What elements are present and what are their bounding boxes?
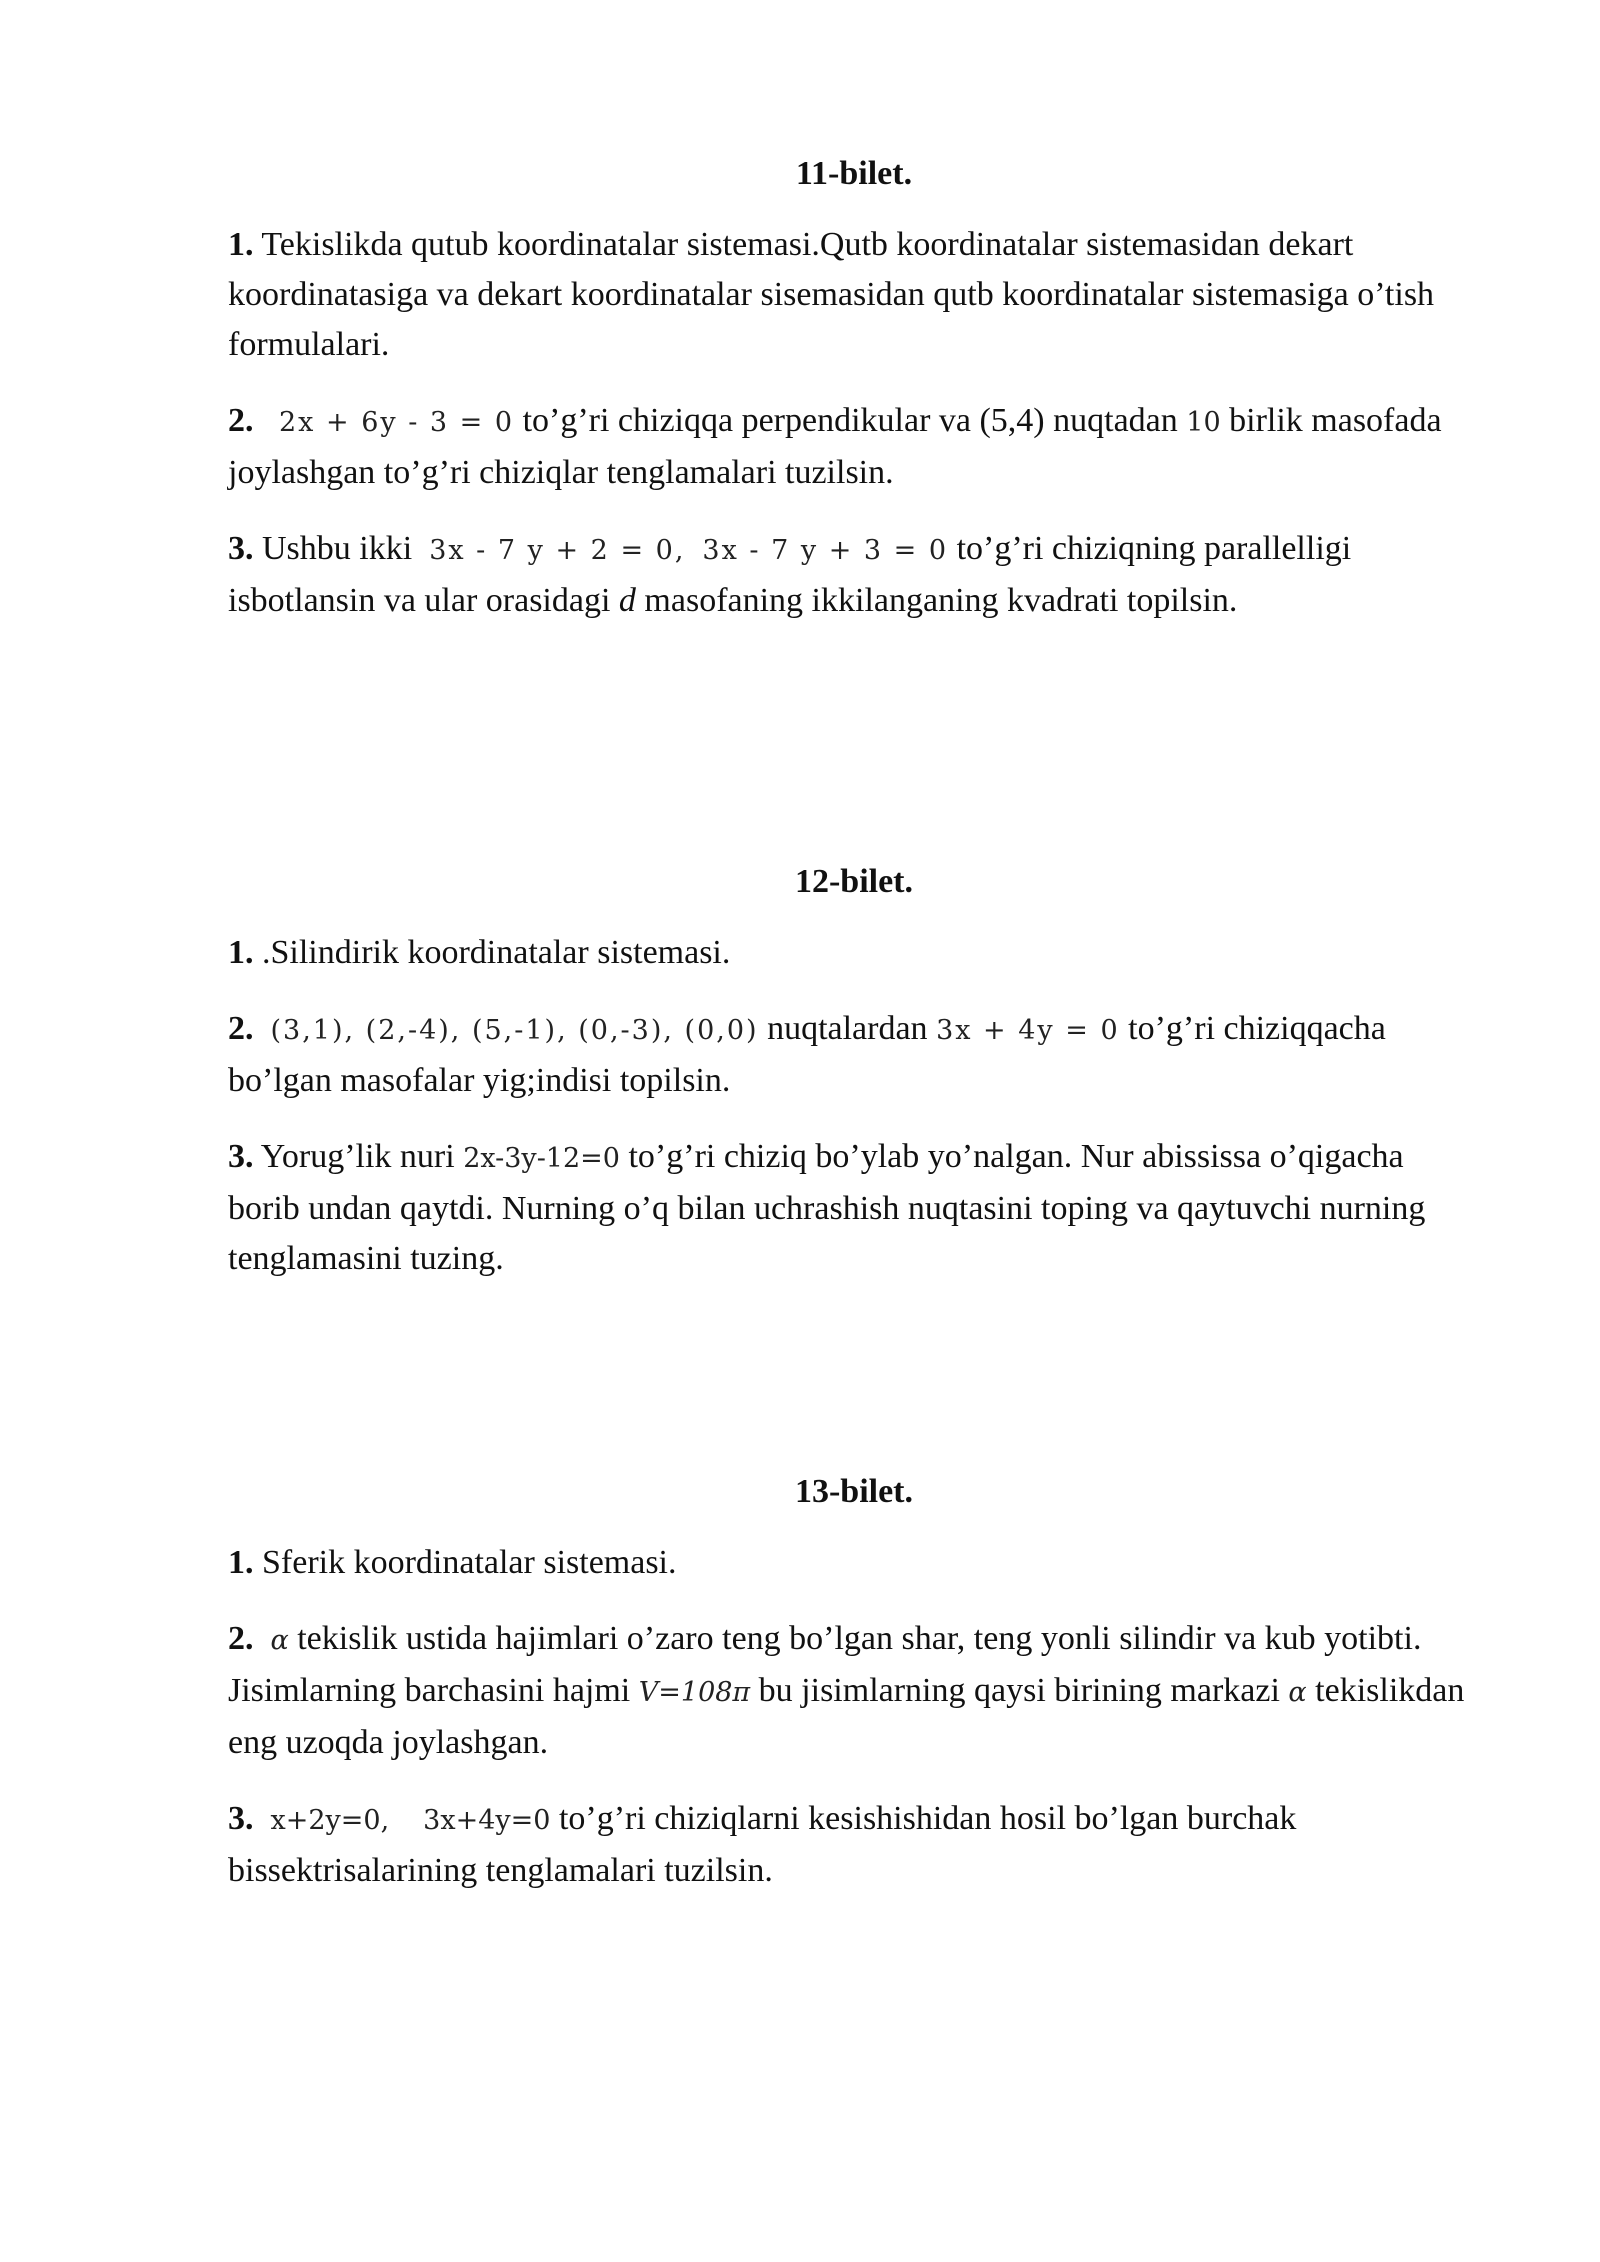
ticket-title: 12-bilet.	[794, 863, 914, 900]
points-list: (3,1), (2,-4), (5,-1), (0,-3), (0,0)	[270, 1015, 759, 1046]
equation: x+2y=0,	[270, 1805, 390, 1836]
task-3	[228, 524, 1480, 626]
alpha-symbol: α	[270, 1625, 289, 1656]
task-number: 1.	[228, 934, 254, 971]
task-2	[228, 1004, 1480, 1106]
task-text: to’g’ri chiziqqa perpendikular va (5,4) nuqtadan	[514, 402, 1187, 439]
task-text: .Silindirik koordinatalar sistemasi.	[253, 934, 731, 971]
task-2	[228, 396, 1480, 498]
task-number: 3.	[228, 530, 254, 567]
task-text: Sferik koordinatalar sistemasi.	[253, 1544, 677, 1581]
equation: 2x + 6y - 3 = 0	[279, 407, 515, 438]
task-number: 3.	[228, 1138, 254, 1175]
task-1	[228, 220, 1480, 370]
task-text: Ushbu ikki	[253, 530, 421, 567]
volume-formula: V=108π	[638, 1677, 751, 1708]
task-number: 2.	[228, 402, 254, 439]
task-2	[228, 1614, 1480, 1768]
task-number: 3.	[228, 1800, 254, 1837]
task-text: tekislik ustida hajimlari o’zaro teng bo’lgan shar, teng yonli silindir va kub yotibti. Jisimlarning barchasini hajmi	[228, 1620, 1422, 1709]
task-number: 2.	[228, 1620, 254, 1657]
task-text: masofaning ikkilanganing kvadrati topilsin.	[635, 582, 1238, 619]
ticket-12	[228, 858, 1480, 1310]
task-text: to’g’ri chiziqlarni kesishishidan hosil bo’lgan burchak bissektrisalarining tenglamalari tuzilsin.	[228, 1800, 1297, 1889]
task-text: to’g’ri chiziq bo’ylab yo’nalgan. Nur abississa o’qigacha borib undan qaytdi. Nurning o’q bilan uchrashish nuqtasini toping va qaytuvchi nurning tenglamasini tuzing.	[228, 1138, 1426, 1277]
equation: 3x - 7 y + 3 = 0	[702, 535, 949, 566]
equation: 3x + 4y = 0	[936, 1015, 1120, 1046]
task-number: 1.	[228, 1544, 254, 1581]
task-1	[228, 1538, 1480, 1588]
variable-d: d	[618, 582, 636, 619]
task-text: bu jisimlarning qaysi birining markazi	[750, 1672, 1289, 1709]
task-3	[228, 1132, 1480, 1284]
alpha-symbol: α	[1288, 1677, 1307, 1708]
task-number: 1.	[228, 226, 254, 263]
task-1	[228, 928, 1480, 978]
equation: 2x-3y-12=0	[463, 1143, 620, 1174]
equation: 3x+4y=0	[423, 1805, 551, 1836]
equation: 3x - 7 y + 2 = 0,	[429, 535, 686, 566]
task-text: nuqtalardan	[758, 1010, 937, 1047]
task-3	[228, 1794, 1480, 1896]
ticket-11	[228, 150, 1480, 652]
task-text: birlik masofada joylashgan to’g’ri chiziqlar tenglamalari tuzilsin.	[228, 402, 1442, 491]
task-text: Yorug’lik nuri	[253, 1138, 464, 1175]
task-text: tekislikdan eng uzoqda joylashgan.	[228, 1672, 1465, 1761]
ticket-title: 13-bilet.	[794, 1473, 914, 1510]
task-text: Tekislikda qutub koordinatalar sistemasi.Qutb koordinatalar sistemasidan dekart koordinatasiga va dekart koordinatalar sisemasidan qutb koordinatalar sistemasiga o’tish formulalari.	[228, 226, 1435, 363]
ticket-13	[228, 1468, 1480, 1922]
ticket-title: 11-bilet.	[795, 155, 913, 192]
task-number: 2.	[228, 1010, 254, 1047]
task-text: to’g’ri chiziqqacha bo’lgan masofalar yig;indisi topilsin.	[228, 1010, 1386, 1099]
task-text: to’g’ri chiziqning parallelligi isbotlansin va ular orasidagi	[228, 530, 1352, 619]
distance-value: 10	[1186, 407, 1221, 438]
